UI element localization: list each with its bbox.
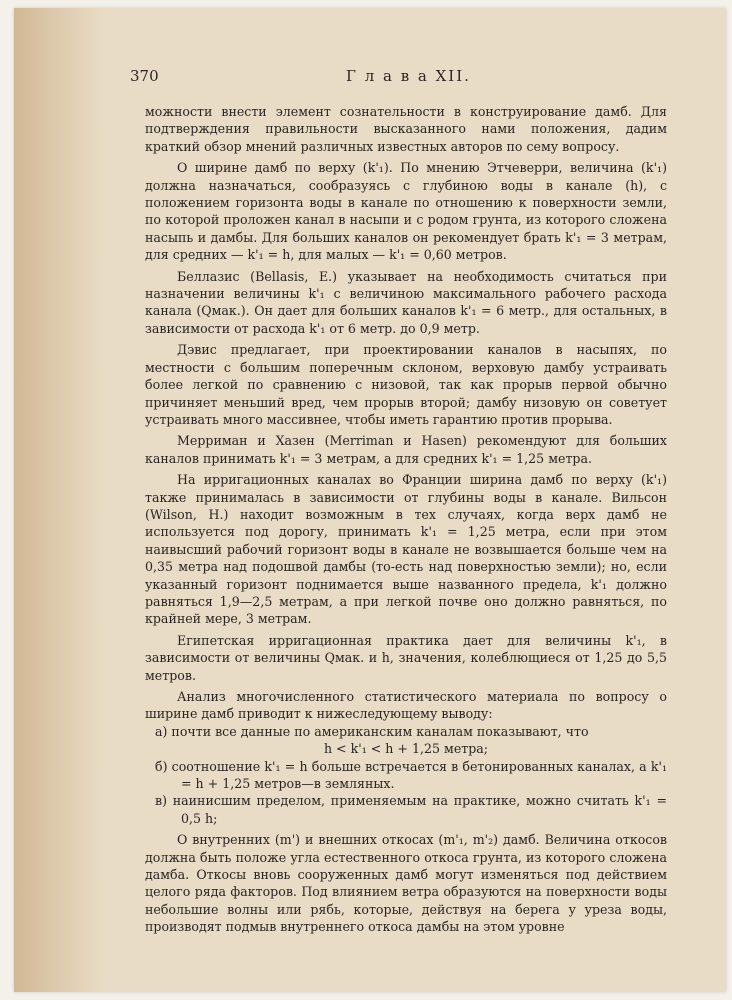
paragraph: Египетская ирригационная практика дает для величины k'₁, в зависимости от величины Qмак. и h, значения, колеблющиеся от 1,25 до 5,5 метров. (145, 632, 667, 683)
conclusion-b: б) соотношение k'₁ = h больше встречается в бетонированных каналах, а k'₁ = h + 1,25 метров—в земляных. (155, 758, 667, 792)
paragraph: Беллазис (Bellasis, E.) указывает на необходимость считаться при назначении величины k'₁ с величиною максимального рабочего расхода канала (Qмак.). Он дает для больших каналов k'₁ = 6 метр., для остальных, в зависимости от расхода k'₁ от 6 метр. до 0,9 метр. (145, 268, 667, 336)
closing-paragraph: О внутренних (m') и внешних откосах (m'₁, m'₂) дамб. Величина откосов должна быть положе угла естественного откоса грунта, из которого сложена дамба. Откосы вновь сооруженных дамб могут изменяться под действием целого ряда факторов. Под влиянием ветра образуются на поверхности воды небольшие волны или рябь, которые, действуя на берега у уреза воды, производят подмыв внутреннего откоса дамбы на этом уровне (145, 832, 667, 935)
paragraph: О ширине дамб по верху (k'₁). По мнению Этчеверри, величина (k'₁) должна назначаться, сообразуясь с глубиною воды в канале (h), с положением горизонта воды в канале по отношению к поверхности земли, по которой проложен канал в насыпи и с родом грунта, из которого сложена насыпь и дамбы. Для больших каналов он рекомендует брать k'₁ = 3 метрам, для средних — k'₁ = h, для малых — k'₁ = 0,60 метров. (145, 160, 667, 263)
paragraph: Анализ многочисленного статистического материала по вопросу о ширине дамб приводит к нижеследующему выводу: (145, 689, 667, 722)
body-text (145, 103, 667, 936)
conclusion-v: в) наинисшим пределом, применяемым на практике, можно считать k'₁ = 0,5 h; (155, 793, 667, 826)
conclusion-a-formula: h < k'₁ < h + 1,25 метра; (323, 741, 489, 757)
book-page (14, 8, 726, 992)
chapter-title: Г л а в а XII. (346, 67, 471, 85)
paragraph: Мерриман и Хазен (Merriman и Hasen) рекомендуют для больших каналов принимать k'₁ = 3 метрам, а для средних k'₁ = 1,25 метра. (145, 433, 667, 466)
page-number: 370 (130, 67, 159, 85)
paragraph: можности внести элемент сознательности в конструирование дамб. Для подтверждения правильности высказанного нами положения, дадим краткий обзор мнений различных известных авторов по сему вопросу. (145, 104, 667, 154)
conclusion-a: а) почти все данные по американским каналам показывают, что (155, 723, 589, 739)
paragraph: На ирригационных каналах во Франции ширина дамб по верху (k'₁) также принималась в зависимости от глубины воды в канале. Вильсон (Wilson, H.) находит возможным в тех случаях, когда верх дамб не используется под дорогу, принимать k'₁ = 1,25 метра, если при этом наивысший рабочий горизонт воды в канале не возвышается больше чем на 0,35 метра над подошвой дамбы (то-есть над поверхностью земли); но, если указанный горизонт поднимается выше названного предела, k'₁ должно равняться 1,9—2,5 метрам, а при легкой почве оно должно равняться, по крайней мере, 3 метрам. (145, 472, 667, 627)
paragraph: Дэвис предлагает, при проектировании каналов в насыпях, по местности с большим поперечным склоном, верховую дамбу устраивать более легкой по сравнению с низовой, так как прорыв первой обычно причиняет меньший вред, чем прорыв второй; дамбу низовую он советует устраивать много массивнее, чтобы иметь гарантию против прорыва. (145, 342, 667, 427)
